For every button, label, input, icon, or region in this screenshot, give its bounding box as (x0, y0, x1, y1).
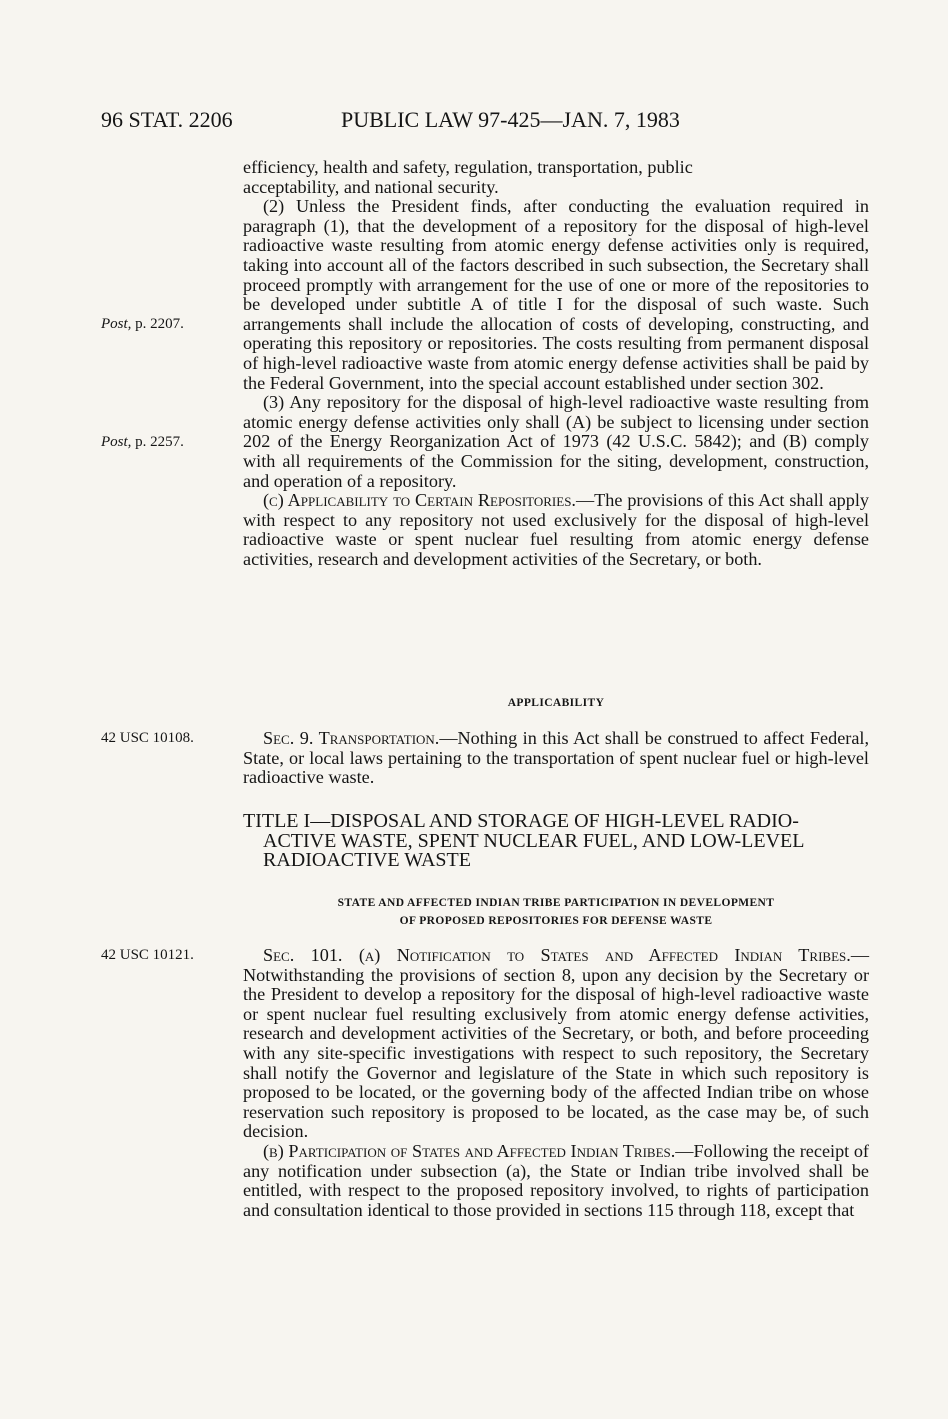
paragraph-c (243, 491, 869, 569)
section-9-text: —Nothing in this Act shall be construed to affect Federal, State, or local laws pertaining to the transportation of spent nuclear fuel or high-level radioactive waste. (243, 728, 869, 788)
subheading-line-2: OF PROPOSED REPOSITORIES FOR DEFENSE WASTE (399, 915, 713, 927)
section-101-b (243, 1142, 869, 1220)
body-upper (243, 158, 869, 569)
paragraph-c-text: —The provisions of this Act shall apply with respect to any repository not used exclusively for the disposal of high-level radioactive waste or spent nuclear fuel resulting from atomic energy defense activities, research and development activities of the Secretary, or both. (243, 490, 869, 569)
section-9-heading: Sec. 9. Transportation. (263, 728, 440, 748)
margin-note-post-2257 (101, 434, 184, 451)
margin-note-italic: Post, (101, 316, 132, 332)
title-line-2: ACTIVE WASTE, SPENT NUCLEAR FUEL, AND LOW-LEVEL (263, 829, 805, 852)
continuation-line-2: acceptability, and national security. (243, 176, 499, 197)
section-101-b-text: —Following the receipt of any notification under subsection (a), the State or Indian tribe involved shall be entitled, with respect to the proposed repository involved, to rights of participation and consultation identical to those provided in sections 115 through 118, except that (243, 1140, 869, 1220)
public-law-header: PUBLIC LAW 97-425—JAN. 7, 1983 (341, 107, 680, 132)
margin-note-usc-10108: 42 USC 10108. (101, 730, 194, 746)
margin-note-page: p. 2207. (135, 316, 184, 332)
section-101-a-text: —Notwithstanding the provisions of section 8, upon any decision by the Secretary or the President to develop a repository for the disposal of high-level radioactive waste or spent nuclear fuel resulting exclusively from atomic energy defense activities, research and development activities of the Secretary, or both, and before proceeding with any site-specific investigations with respect to such repository, the Secretary shall notify the Governor and legislature of the State in which such repository is proposed to be located, or the governing body of the affected Indian tribe on whose reservation such repository is proposed to be located, as the case may be, of such decision. (243, 945, 869, 1142)
subheading-line-1: STATE AND AFFECTED INDIAN TRIBE PARTICIPATION IN DEVELOPMENT (337, 897, 775, 909)
margin-note-usc-10121: 42 USC 10121. (101, 947, 194, 963)
section-101-a-heading: Sec. 101. (a) Notification to States and Affected Indian Tribes. (263, 945, 851, 965)
section-9-paragraph (243, 729, 869, 788)
margin-note-page: p. 2257. (135, 434, 184, 450)
margin-note-post-2207 (101, 316, 184, 333)
title-line-1: TITLE I—DISPOSAL AND STORAGE OF HIGH-LEVEL RADIO- (243, 810, 799, 832)
section-9 (243, 729, 869, 788)
section-101 (243, 946, 869, 1220)
continuation-line-1: efficiency, health and safety, regulation, transportation, public (243, 157, 693, 177)
paragraph-c-heading: (c) Applicability to Certain Repositories. (263, 490, 576, 511)
section-101-a (243, 946, 869, 1142)
section-101-b-heading: (b) Participation of States and Affected Indian Tribes. (263, 1140, 676, 1161)
title-line-3: RADIOACTIVE WASTE (263, 849, 471, 871)
paragraph-2: (2) Unless the President finds, after conducting the evaluation required in paragraph (1), that the development of a repository for the disposal of high-level radioactive waste resulting from atomic energy defense activities only is required, taking into account all of the factors described in such subsection, the Secretary shall proceed promptly with arrangement for the use of one or more of the repositories to be developed under subtitle A of title I for the disposal of such waste. Such arrangements shall include the allocation of costs of developing, constructing, and operating this repository or repositories. The costs resulting from permanent disposal of high-level radioactive waste from atomic energy defense activities shall be paid by the Federal Government, into the special account established under section 302. (243, 196, 869, 393)
title-i-heading (243, 812, 869, 871)
stat-reference: 96 STAT. 2206 (101, 107, 233, 132)
applicability-heading: APPLICABILITY (507, 697, 605, 709)
margin-note-italic: Post, (101, 434, 132, 450)
paragraph-3: (3) Any repository for the disposal of high-level radioactive waste resulting from atomic energy defense activities only shall (A) be subject to licensing under section 202 of the Energy Reorganization Act of 1973 (42 U.S.C. 5842); and (B) comply with all requirements of the Commission for the siting, development, construction, and operation of a repository. (243, 392, 869, 491)
